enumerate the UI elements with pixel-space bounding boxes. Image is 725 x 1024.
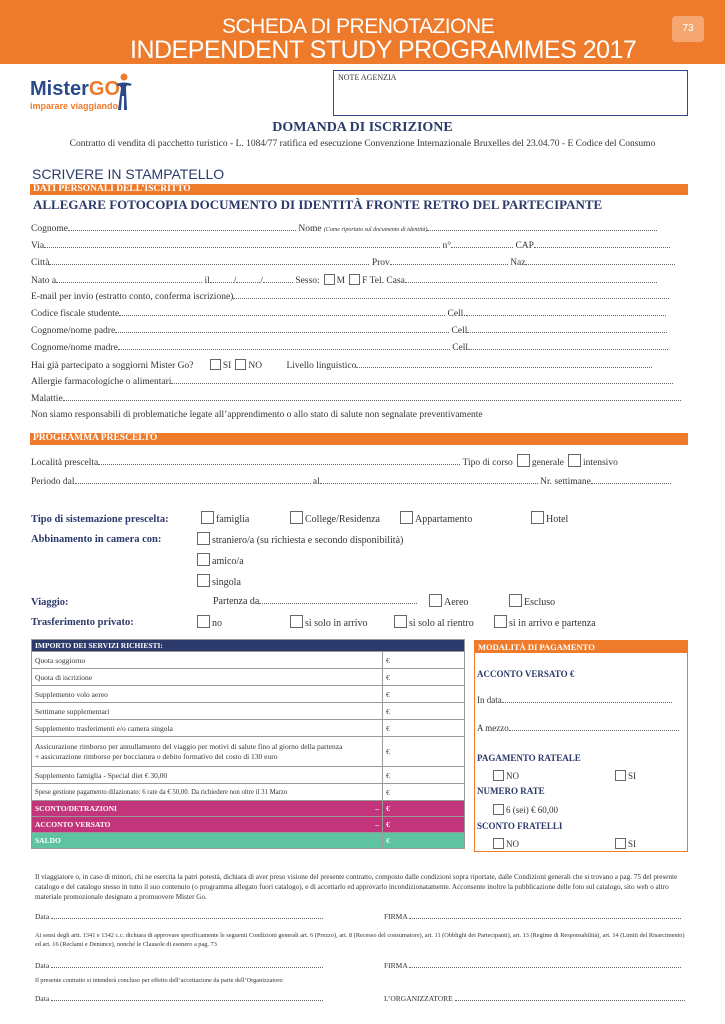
partecipato-si-checkbox[interactable]	[210, 359, 221, 370]
responsabili-note: Non siamo responsabili di problematiche legate all’apprendimento o allo stato di salute non segnalate preventivamente	[31, 410, 483, 420]
famiglia-label: famiglia	[216, 514, 250, 525]
rateale-si-label: SI	[628, 771, 637, 781]
row-label: Supplemento volo aereo	[32, 686, 383, 703]
cognome-field[interactable]	[68, 223, 296, 231]
rate-checkbox[interactable]	[493, 804, 504, 815]
fratelli-no-checkbox[interactable]	[493, 838, 504, 849]
famiglia-option[interactable]	[197, 511, 249, 525]
citta-label: Città	[31, 258, 50, 268]
codice-fiscale-row	[31, 308, 666, 319]
row-label: Spese gestione pagamento dilazionato: 6 rate da € 50,00. Da richiedere non oltre il 31 Marzo	[32, 784, 383, 801]
note-agenzia-box[interactable]	[333, 70, 688, 116]
data-row-2	[35, 961, 323, 970]
periodo-al-field[interactable]	[320, 476, 538, 484]
amount-cell[interactable]: €	[383, 737, 465, 767]
sconto-text: SCONTO/DETRAZIONI	[35, 804, 117, 813]
sconto-row	[32, 801, 465, 817]
email-row	[31, 291, 669, 302]
amount-cell[interactable]: €	[383, 669, 465, 686]
escluso-label: Escluso	[524, 597, 556, 608]
pagamento-box	[474, 640, 688, 852]
localita-field[interactable]	[98, 457, 460, 465]
row-label: Settimane supplementari	[32, 703, 383, 720]
page-number: 73	[672, 16, 704, 42]
fratelli-si-label: SI	[628, 839, 637, 849]
periodo-dal-label: Periodo dal	[31, 477, 75, 487]
firma-field-1[interactable]	[409, 913, 681, 919]
table-row	[32, 686, 465, 703]
rateale-si-option[interactable]	[615, 770, 636, 781]
dichiarazione-text: Il viaggiatore o, in caso di minori, chi ne esercita la patri potestà, dichiara di aver preso visione del presente contratto, composto dalle condizioni sopra riportate, dalle Condizioni generali che si trovano a pag. 75 del presente catalogo e del catalogo stesso in tutto il suo contenuto (o programma allegato fuori catalogo), e di accettarlo ed approvarlo incondizionatamente. Acconsente inoltre la pubblicazione delle foto sul catalogo, sito web o altro materiale promozionale designato a promuovere Mister Go.	[35, 873, 678, 901]
rateale-si-checkbox[interactable]	[615, 770, 626, 781]
programma-band: PROGRAMMA PRESCELTO	[30, 433, 688, 445]
sistemazione-label: Tipo di sistemazione prescelta:	[31, 514, 169, 525]
via-row	[31, 240, 670, 251]
fratelli-si-option[interactable]	[615, 838, 636, 849]
nato-a-field[interactable]	[56, 275, 202, 283]
scrivere-stampatello: SCRIVERE IN STAMPATELLO	[32, 166, 225, 182]
rateale-label: PAGAMENTO RATEALE	[477, 753, 581, 763]
aereo-label: Aereo	[444, 597, 469, 608]
madre-row	[31, 342, 668, 353]
famiglia-checkbox[interactable]	[201, 511, 214, 524]
trasf-rientro-label: si solo al rientro	[409, 618, 474, 629]
anno-field[interactable]	[263, 275, 293, 283]
firma-row-2	[384, 961, 681, 970]
cell-madre-field[interactable]	[468, 342, 668, 350]
a-mezzo-row	[477, 723, 679, 733]
cell-padre-field[interactable]	[467, 325, 667, 333]
saldo-amount[interactable]: €	[383, 833, 465, 849]
madre-field[interactable]	[118, 342, 450, 350]
clausole-text: Ai sensi degli artt. 1341 e 1342 c.c. dichiara di approvare specificamente le seguenti Condizioni generali art. 6 (Prezzo), art. 8 (Recesso del consumatore), art. 11 (Obblighi dei Partecipanti), art. 13 (Regime di Responsabilità), art. 14 (Limiti del Risarcimento) ed art. 16 (Reclami e Denunce), nonché le Clausole di esonero a pag. 73	[35, 932, 685, 948]
logo-mister: Mister	[30, 78, 89, 100]
partecipato-label: Hai già partecipato a soggiorni Mister Go?	[31, 361, 194, 371]
partenza-label: Partenza da	[213, 596, 260, 607]
hotel-label: Hotel	[546, 514, 569, 525]
livello-label: Livello linguistico	[286, 361, 357, 371]
prov-label: Prov	[371, 258, 390, 268]
table-row	[32, 652, 465, 669]
pagamento-header: MODALITÀ DI PAGAMENTO	[475, 641, 687, 653]
dati-personali-band: DATI PERSONALI DELL’ISCRITTO	[30, 184, 688, 195]
saldo-label: SALDO	[32, 833, 383, 849]
rate-label: 6 (sei) € 60,00	[506, 805, 558, 815]
numero-label: n°	[442, 241, 452, 251]
sconto-label	[32, 801, 383, 817]
escluso-option[interactable]	[505, 594, 555, 608]
data-label: Data	[35, 961, 50, 970]
data-label: Data	[35, 912, 50, 921]
form-title: SCHEDA DI PRENOTAZIONE	[222, 15, 495, 38]
amico-checkbox[interactable]	[197, 553, 210, 566]
al-label: al	[312, 477, 320, 487]
trasf-no-label: no	[212, 618, 222, 629]
tel-casa-label: Tel. Casa	[369, 276, 405, 286]
amount-cell[interactable]: €	[383, 720, 465, 737]
college-label: College/Residenza	[305, 514, 380, 525]
periodo-dal-field[interactable]	[75, 476, 311, 484]
firma-row-1	[384, 912, 681, 921]
header-band	[0, 0, 725, 64]
rateale-no-option[interactable]	[493, 770, 519, 781]
localita-label: Località prescelta	[31, 458, 99, 468]
in-data-label: In data	[477, 695, 502, 705]
a-mezzo-label: A mezzo	[477, 723, 509, 733]
table-row	[32, 669, 465, 686]
cap-label: CAP	[515, 241, 534, 251]
a-mezzo-field[interactable]	[509, 730, 679, 731]
fratelli-no-label: NO	[506, 839, 519, 849]
allegare-heading: ALLEGARE FOTOCOPIA DOCUMENTO DI IDENTITÀ FRONTE RETRO DEL PARTECIPANTE	[33, 197, 603, 212]
amount-cell[interactable]: €	[383, 686, 465, 703]
straniero-checkbox[interactable]	[197, 532, 210, 545]
acconto-row	[32, 817, 465, 833]
domanda-title: DOMANDA DI ISCRIZIONE	[272, 120, 453, 135]
table-row	[32, 720, 465, 737]
giorno-field[interactable]	[210, 275, 234, 283]
in-data-row	[477, 695, 672, 705]
servizi-table	[31, 639, 465, 849]
in-data-field[interactable]	[502, 702, 672, 703]
cap-field[interactable]	[534, 240, 670, 248]
partecipato-si-label: SI	[222, 361, 232, 371]
abbinamento-label: Abbinamento in camera con:	[31, 534, 162, 545]
rateale-no-label: NO	[506, 771, 519, 781]
organizzatore-label: L’ORGANIZZATORE	[384, 994, 453, 1003]
allergie-field[interactable]	[171, 376, 673, 384]
padre-field[interactable]	[115, 325, 449, 333]
straniero-label: straniero/a (su richiesta e secondo disponibilità)	[212, 535, 404, 546]
livello-field[interactable]	[356, 360, 652, 368]
rateale-no-checkbox[interactable]	[493, 770, 504, 781]
minus-sign: –	[375, 820, 379, 829]
naz-label: Naz	[510, 258, 526, 268]
fratelli-si-checkbox[interactable]	[615, 838, 626, 849]
acconto-versato-label: ACCONTO VERSATO €	[477, 669, 575, 679]
trasf-no-option[interactable]	[193, 615, 222, 629]
partecipato-no-label: NO	[248, 361, 263, 371]
hotel-checkbox[interactable]	[531, 511, 544, 524]
data-field-1[interactable]	[51, 913, 323, 919]
logo-go: GO	[88, 78, 121, 100]
amount-cell[interactable]: €	[383, 652, 465, 669]
numero-field[interactable]	[451, 240, 513, 248]
numero-rate-label: NUMERO RATE	[477, 786, 545, 796]
trasf-rientro-checkbox[interactable]	[394, 615, 407, 628]
assicurazione-label	[32, 737, 383, 767]
cell-label: Cell.	[447, 309, 466, 319]
saldo-row	[32, 833, 465, 849]
data-field-2[interactable]	[51, 962, 323, 968]
data-label: Data	[35, 994, 50, 1003]
via-label: Via	[31, 241, 45, 251]
row-label: Quota di iscrizione	[32, 669, 383, 686]
madre-label: Cognome/nome madre	[31, 343, 118, 353]
padre-label: Cognome/nome padre	[31, 326, 116, 336]
citta-row	[31, 257, 675, 268]
contratto-concluso-text: Il presente contratto si intenderà concluso per effetto dell’accettazione da parte dell’Organizzatore:	[35, 977, 284, 984]
nome-label: Nome	[298, 224, 322, 234]
il-label: il	[204, 276, 210, 286]
nato-a-label: Nato a	[31, 276, 57, 286]
settimane-label: Nr. settimane	[540, 477, 591, 487]
codice-fiscale-label: Codice fiscale studente	[31, 309, 120, 319]
email-field[interactable]	[233, 291, 669, 299]
localita-row	[31, 454, 618, 468]
settimane-field[interactable]	[591, 476, 671, 484]
note-agenzia-label: NOTE AGENZIA	[338, 73, 397, 82]
sesso-f-checkbox[interactable]	[349, 274, 360, 285]
hotel-option[interactable]	[527, 511, 568, 525]
data-row-3	[35, 994, 323, 1003]
organizzatore-field[interactable]	[455, 995, 685, 1001]
appartamento-option[interactable]	[396, 511, 472, 525]
partenza-field[interactable]	[259, 596, 417, 604]
singola-option[interactable]	[193, 574, 241, 588]
table-row	[32, 703, 465, 720]
assicurazione-line1: Assicurazione rimborso per annullamento del viaggio per motivi di salute fino al giorno della partenza	[35, 741, 343, 751]
generale-label: generale	[531, 458, 564, 468]
straniero-option[interactable]	[193, 532, 403, 546]
assicurazione-line2: + assicurazione rimborso per bocciatura o debito formativo del costo di 130 euro	[35, 751, 278, 761]
amount-cell[interactable]: €	[383, 767, 465, 784]
email-label: E-mail per invio (estratto conto, conferma iscrizione)	[31, 292, 234, 302]
contratto-text: Contratto di vendita di pacchetto turistico - L. 1084/77 ratifica ed esecuzione Convenzione Internazionale Bruxelles del 23.04.70 - E Codice del Consumo	[69, 139, 656, 149]
malattie-field[interactable]	[63, 393, 681, 401]
naz-field[interactable]	[525, 257, 675, 265]
tel-casa-field[interactable]	[405, 275, 657, 283]
cell-field[interactable]	[466, 308, 666, 316]
trasf-arrivo-label: si solo in arrivo	[305, 618, 368, 629]
tipo-corso-label: Tipo di corso	[462, 458, 513, 468]
partenza-row	[213, 596, 417, 607]
amico-option[interactable]	[193, 553, 244, 567]
viaggio-label: Viaggio:	[31, 597, 69, 608]
appartamento-label: Appartamento	[415, 514, 473, 525]
amico-label: amico/a	[212, 556, 244, 567]
row-label: Supplemento famiglia - Special diet € 30,00	[32, 767, 383, 784]
trasf-arrivo-checkbox[interactable]	[290, 615, 303, 628]
table-row	[32, 784, 465, 801]
cognome-label: Cognome	[31, 224, 68, 234]
generale-checkbox[interactable]	[517, 454, 530, 467]
data-row-1	[35, 912, 323, 921]
logo-tagline: imparare viaggiando	[30, 101, 119, 111]
college-option[interactable]	[286, 511, 380, 525]
trasferimento-label: Trasferimento privato:	[31, 617, 134, 628]
prov-field[interactable]	[390, 257, 508, 265]
servizi-header-row	[32, 640, 465, 652]
sesso-m-checkbox[interactable]	[324, 274, 335, 285]
servizi-header: IMPORTO DEI SERVIZI RICHIESTI:	[32, 640, 465, 652]
college-checkbox[interactable]	[290, 511, 303, 524]
singola-checkbox[interactable]	[197, 574, 210, 587]
rate-option[interactable]	[493, 804, 558, 815]
cell-madre-label: Cell	[452, 343, 469, 353]
cell-padre-label: Cell	[451, 326, 468, 336]
sesso-f-label: F	[362, 276, 368, 286]
trasf-rientro-option[interactable]	[390, 615, 474, 629]
sesso-m-label: M	[336, 276, 346, 286]
table-row	[32, 767, 465, 784]
trasf-arrivo-option[interactable]	[286, 615, 368, 629]
nato-row: Nato a il / / Sesso: M F Tel. Casa	[31, 274, 657, 286]
aereo-checkbox[interactable]	[429, 594, 442, 607]
firma-label: FIRMA	[384, 961, 408, 970]
acconto-amount[interactable]: €	[383, 817, 465, 833]
malattie-row	[31, 393, 681, 404]
data-field-3[interactable]	[51, 995, 323, 1001]
via-field[interactable]	[44, 240, 440, 248]
table-row	[32, 737, 465, 767]
acconto-label	[32, 817, 383, 833]
trasf-no-checkbox[interactable]	[197, 615, 210, 628]
malattie-label: Malattie	[31, 394, 63, 404]
citta-field[interactable]	[49, 257, 369, 265]
mistergo-logo	[30, 72, 140, 116]
amount-cell[interactable]: €	[383, 784, 465, 801]
partecipato-row	[31, 359, 652, 371]
trasf-entrambi-label: si in arrivo e partenza	[509, 618, 596, 629]
amount-cell[interactable]: €	[383, 703, 465, 720]
organizzatore-row	[384, 994, 685, 1003]
row-label: Quota soggiorno	[32, 652, 383, 669]
sesso-label: Sesso:	[295, 276, 320, 286]
row-label: Supplemento trasferimenti e/o camera singola	[32, 720, 383, 737]
cognome-nome-row	[31, 223, 657, 234]
allergie-row	[31, 376, 673, 387]
mese-field[interactable]	[236, 275, 260, 283]
aereo-option[interactable]	[425, 594, 468, 608]
escluso-checkbox[interactable]	[509, 594, 522, 607]
nome-field[interactable]	[427, 223, 657, 231]
padre-row	[31, 325, 667, 336]
sconto-fratelli-label: SCONTO FRATELLI	[477, 821, 563, 831]
periodo-row	[31, 476, 671, 487]
acconto-text: ACCONTO VERSATO	[35, 820, 111, 829]
allergie-label: Allergie farmacologiche o alimentari	[31, 377, 172, 387]
partecipato-no-checkbox[interactable]	[235, 359, 246, 370]
trasf-entrambi-checkbox[interactable]	[494, 615, 507, 628]
trasf-entrambi-option[interactable]	[490, 615, 596, 629]
sconto-amount[interactable]: €	[383, 801, 465, 817]
intensivo-label: intensivo	[582, 458, 618, 468]
nome-note: (Come riportato sul documento di identità)	[323, 227, 428, 233]
firma-field-2[interactable]	[409, 962, 681, 968]
firma-label: FIRMA	[384, 912, 408, 921]
programme-title: INDEPENDENT STUDY PROGRAMMES 2017	[130, 36, 637, 64]
singola-label: singola	[212, 577, 241, 588]
fratelli-no-option[interactable]	[493, 838, 519, 849]
minus-sign: –	[375, 804, 379, 813]
intensivo-checkbox[interactable]	[568, 454, 581, 467]
codice-fiscale-field[interactable]	[119, 308, 445, 316]
appartamento-checkbox[interactable]	[400, 511, 413, 524]
